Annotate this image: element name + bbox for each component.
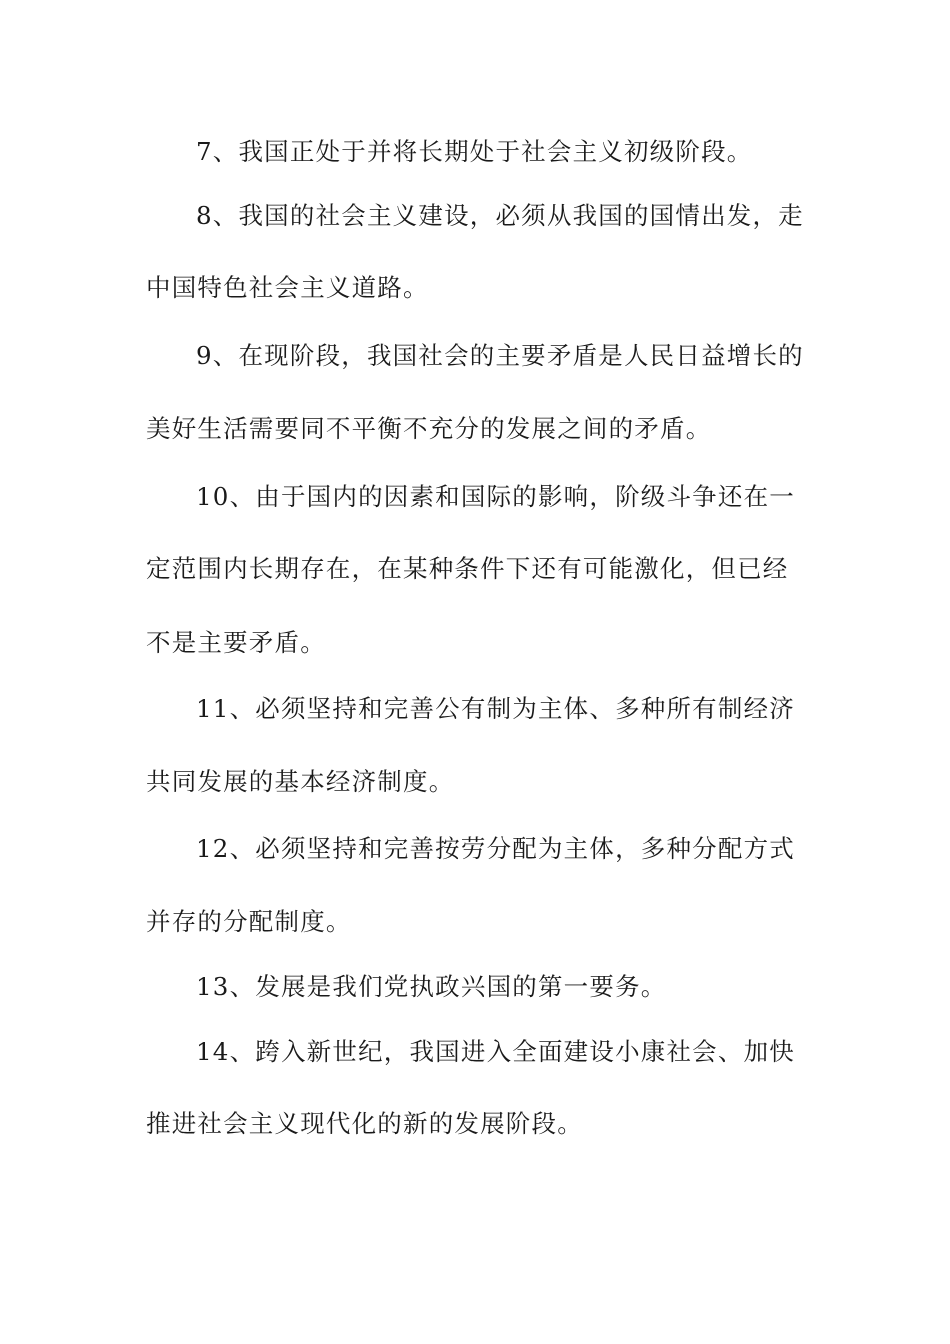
item-8-line-2: 中国特色社会主义道路。 xyxy=(146,273,429,302)
item-9-line-2: 美好生活需要同不平衡不充分的发展之间的矛盾。 xyxy=(146,414,712,443)
item-13-line-1: 13、发展是我们党执政兴国的第一要务。 xyxy=(196,972,667,1001)
item-8-line-1: 8、我国的社会主义建设，必须从我国的国情出发，走 xyxy=(196,201,804,230)
item-12-line-2: 并存的分配制度。 xyxy=(146,907,352,936)
item-14-line-1: 14、跨入新世纪，我国进入全面建设小康社会、加快 xyxy=(196,1037,795,1066)
item-11-line-2: 共同发展的基本经济制度。 xyxy=(146,767,455,796)
item-10-line-2: 定范围内长期存在，在某种条件下还有可能激化，但已经 xyxy=(146,554,789,583)
item-12-line-1: 12、必须坚持和完善按劳分配为主体，多种分配方式 xyxy=(196,834,795,863)
item-7-line-1: 7、我国正处于并将长期处于社会主义初级阶段。 xyxy=(196,137,753,166)
item-10-line-1: 10、由于国内的因素和国际的影响，阶级斗争还在一 xyxy=(196,482,795,511)
item-9-line-1: 9、在现阶段，我国社会的主要矛盾是人民日益增长的 xyxy=(196,341,804,370)
item-14-line-2: 推进社会主义现代化的新的发展阶段。 xyxy=(146,1109,583,1138)
item-11-line-1: 11、必须坚持和完善公有制为主体、多种所有制经济 xyxy=(196,694,795,723)
item-10-line-3: 不是主要矛盾。 xyxy=(146,628,326,657)
